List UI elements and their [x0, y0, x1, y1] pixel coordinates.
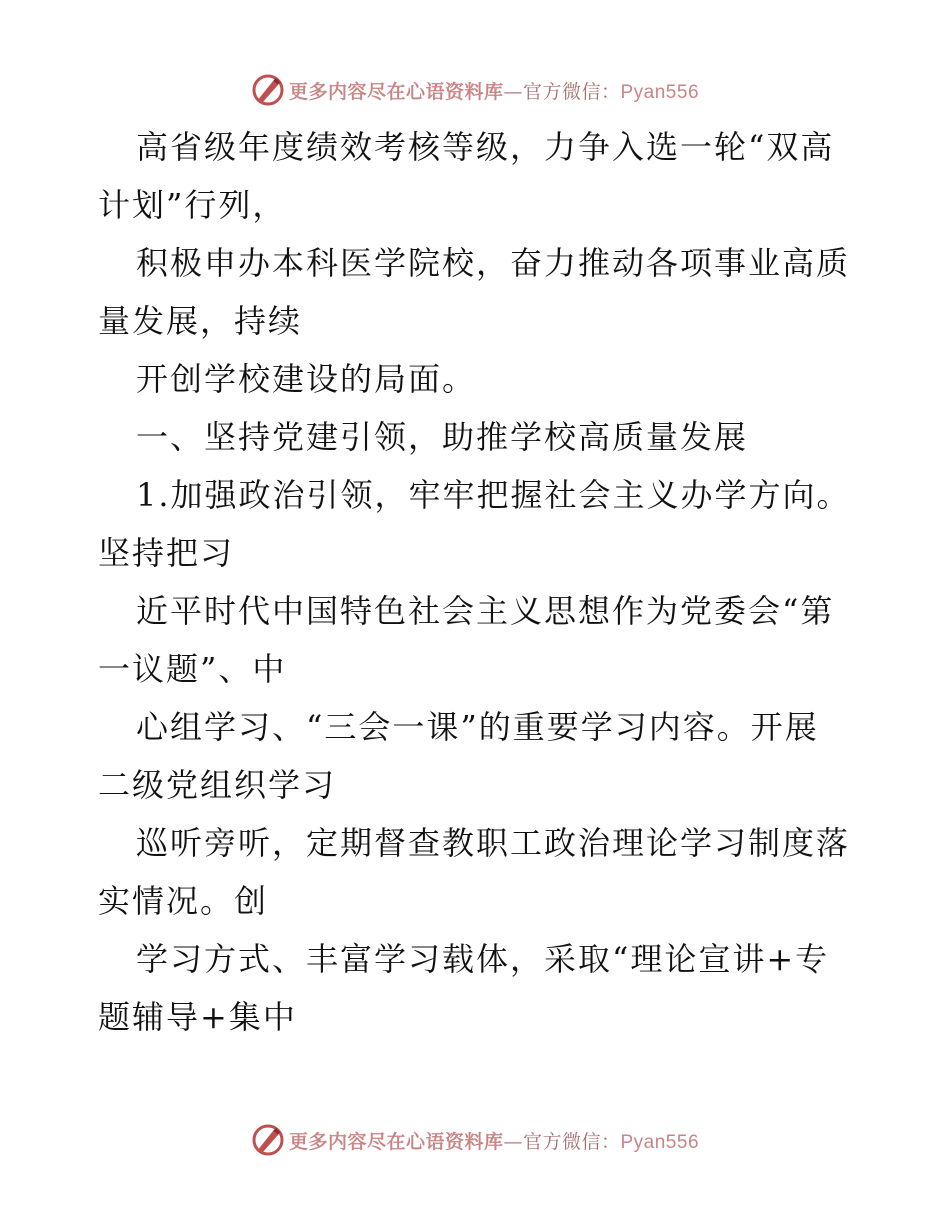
watermark-separator: — — [503, 1130, 523, 1153]
watermark-id: Pyan556 — [620, 81, 700, 103]
paragraph — [98, 814, 858, 930]
pen-logo-icon — [251, 1123, 285, 1157]
text-line: 高省级年度绩效考核等级，力争入选一轮“双高 — [136, 128, 835, 166]
text-line: 坚持把习 — [98, 534, 235, 572]
section-heading — [98, 408, 858, 466]
watermark-id: Pyan556 — [620, 1131, 700, 1153]
header-watermark — [0, 70, 950, 110]
paragraph — [98, 582, 858, 698]
paragraph — [98, 930, 858, 1046]
document-body — [98, 118, 858, 1046]
footer-watermark — [0, 1120, 950, 1160]
text-line: 心组学习、“三会一课”的重要学习内容。开展 — [136, 708, 819, 746]
paragraph — [98, 466, 858, 582]
paragraph — [98, 698, 858, 814]
text-line: 积极申办本科医学院校，奋力推动各项事业高质 — [136, 244, 851, 282]
text-line: 二级党组织学习 — [98, 766, 337, 804]
watermark-text: 更多内容尽在心语资料库 — [288, 1130, 504, 1153]
text-line: 量发展，持续 — [98, 302, 303, 340]
text-line: 一、坚持党建引领，助推学校高质量发展 — [136, 418, 749, 456]
text-line: 开创学校建设的局面。 — [136, 360, 477, 398]
text-line: 近平时代中国特色社会主义思想作为党委会“第 — [136, 592, 835, 630]
paragraph — [98, 118, 858, 234]
watermark-text: 更多内容尽在心语资料库 — [288, 80, 504, 103]
watermark-label: 官方微信： — [522, 80, 621, 103]
text-line: 计划”行列， — [98, 186, 287, 224]
text-line: 一议题”、中 — [98, 650, 287, 688]
text-line: 巡听旁听，定期督查教职工政治理论学习制度落 — [136, 824, 851, 862]
paragraph — [98, 350, 858, 408]
watermark-label: 官方微信： — [522, 1130, 621, 1153]
paragraph — [98, 234, 858, 350]
text-line: 实情况。创 — [98, 882, 269, 920]
pen-logo-icon — [251, 73, 285, 107]
text-line: 题辅导+集中 — [98, 998, 297, 1036]
text-line: 1.加强政治引领，牢牢把握社会主义办学方向。 — [136, 476, 851, 514]
text-line: 学习方式、丰富学习载体，采取“理论宣讲+专 — [136, 940, 830, 978]
watermark-separator: — — [503, 80, 523, 103]
